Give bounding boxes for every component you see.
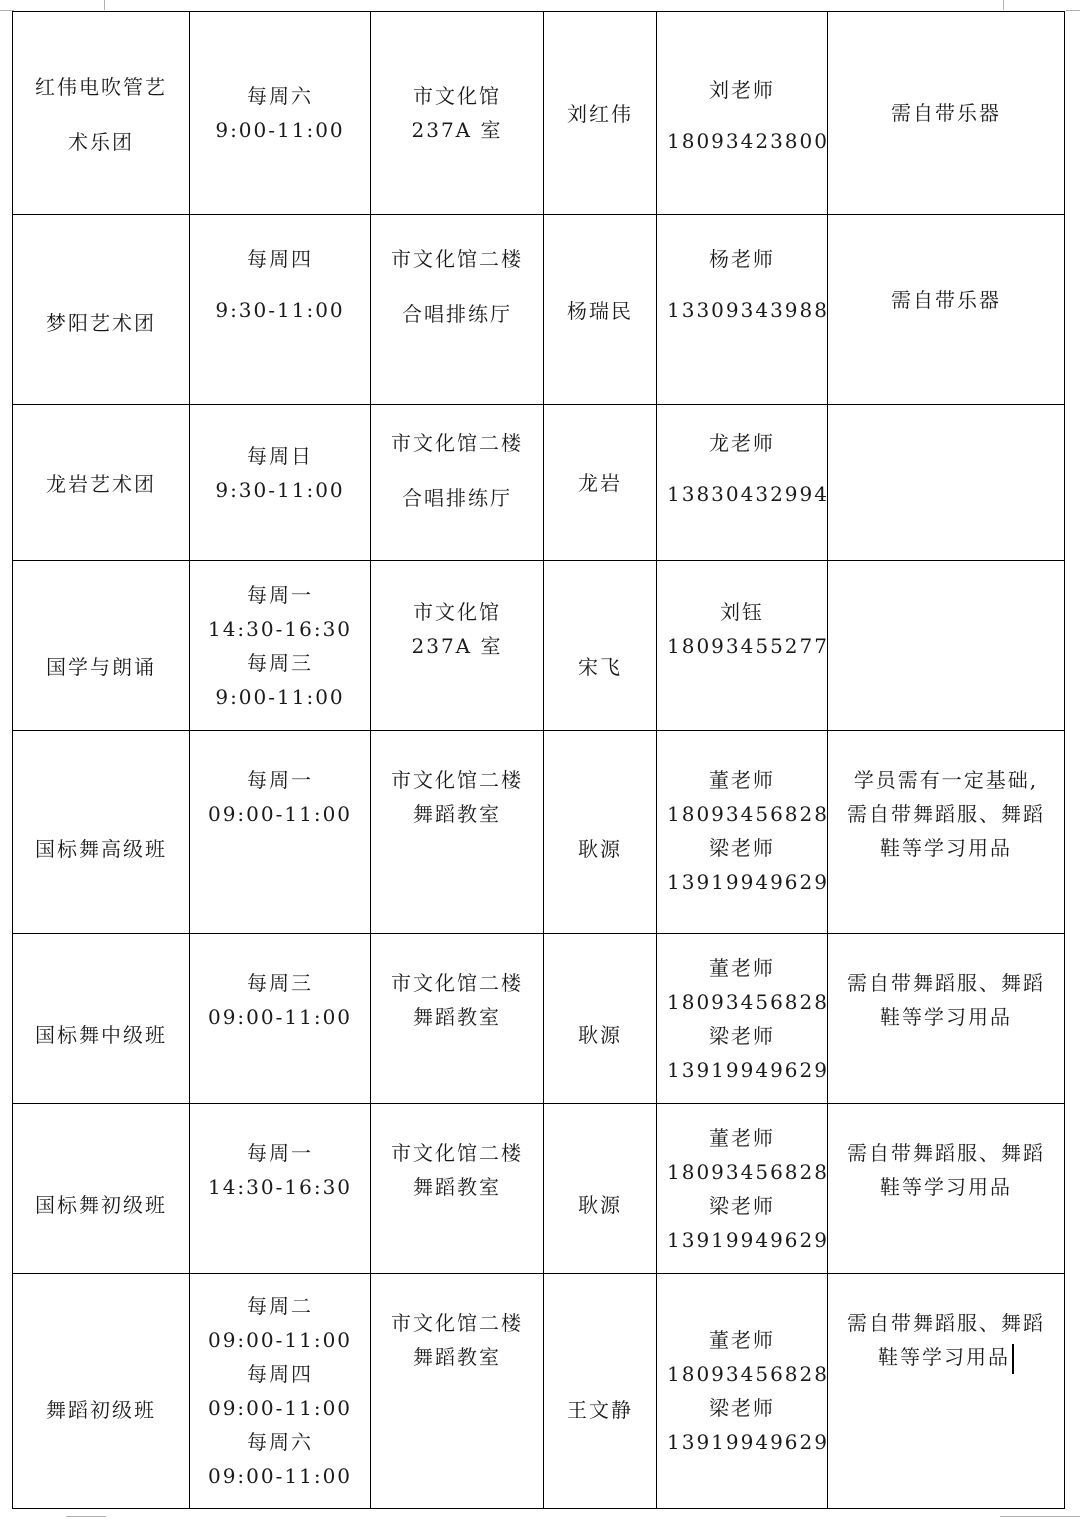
- instructor-cell: 刘红伟: [544, 12, 657, 215]
- instructor-cell: 耿源: [544, 1104, 657, 1274]
- location-cell: 市文化馆二楼 合唱排练厅: [371, 405, 544, 561]
- contact-cell: 刘老师 18093423800: [657, 12, 828, 215]
- group-name-cell: 舞蹈初级班: [13, 1274, 190, 1509]
- instructor-cell: 王文静: [544, 1274, 657, 1509]
- group-name-cell: 龙岩艺术团: [13, 405, 190, 561]
- note-cell: [828, 561, 1065, 731]
- schedule-time-cell: 每周一 14:30-16:30 每周三 9:00-11:00: [190, 561, 371, 731]
- contact-cell: 龙老师 13830432994: [657, 405, 828, 561]
- contact-cell: 董老师 18093456828 梁老师 13919949629: [657, 1104, 828, 1274]
- note-cell: 学员需有一定基础, 需自带舞蹈服、舞蹈 鞋等学习用品: [828, 731, 1065, 934]
- text-cursor: [1012, 1344, 1014, 1374]
- note-cell: 需自带乐器: [828, 12, 1065, 215]
- contact-cell: 杨老师 13309343988: [657, 215, 828, 405]
- instructor-cell: 杨瑞民: [544, 215, 657, 405]
- table-row: [13, 731, 1065, 934]
- crop-mark: [66, 1516, 106, 1517]
- group-name-cell: 梦阳艺术团: [13, 215, 190, 405]
- group-name-cell: 国标舞中级班: [13, 934, 190, 1104]
- note-cell: 需自带舞蹈服、舞蹈 鞋等学习用品: [828, 934, 1065, 1104]
- schedule-time-cell: 每周三 09:00-11:00: [190, 934, 371, 1104]
- note-cell: 需自带舞蹈服、舞蹈 鞋等学习用品: [828, 1274, 1065, 1509]
- table-row: [13, 12, 1065, 215]
- note-cell: [828, 405, 1065, 561]
- location-cell: 市文化馆 237A 室: [371, 12, 544, 215]
- group-name-cell: 国标舞高级班: [13, 731, 190, 934]
- schedule-time-cell: 每周一 09:00-11:00: [190, 731, 371, 934]
- instructor-cell: 宋飞: [544, 561, 657, 731]
- contact-cell: 董老师 18093456828 梁老师 13919949629: [657, 1274, 828, 1509]
- schedule-time-cell: 每周六 9:00-11:00: [190, 12, 371, 215]
- group-name-cell: 国学与朗诵: [13, 561, 190, 731]
- table-row: [13, 561, 1065, 731]
- table-row: [13, 215, 1065, 405]
- table-row: [13, 1104, 1065, 1274]
- location-cell: 市文化馆二楼 合唱排练厅: [371, 215, 544, 405]
- instructor-cell: 耿源: [544, 731, 657, 934]
- crop-mark: [1000, 1516, 1080, 1517]
- table-row: [13, 405, 1065, 561]
- instructor-cell: 龙岩: [544, 405, 657, 561]
- schedule-time-cell: 每周日 9:30-11:00: [190, 405, 371, 561]
- schedule-time-cell: 每周一 14:30-16:30: [190, 1104, 371, 1274]
- location-cell: 市文化馆二楼 舞蹈教室: [371, 934, 544, 1104]
- contact-cell: 董老师 18093456828 梁老师 13919949629: [657, 731, 828, 934]
- location-cell: 市文化馆二楼 舞蹈教室: [371, 731, 544, 934]
- instructor-cell: 耿源: [544, 934, 657, 1104]
- schedule-time-cell: 每周四 9:30-11:00: [190, 215, 371, 405]
- note-cell: 需自带舞蹈服、舞蹈 鞋等学习用品: [828, 1104, 1065, 1274]
- class-schedule-table: [12, 11, 1065, 1509]
- schedule-time-cell: 每周二 09:00-11:00 每周四 09:00-11:00 每周六 09:00-11:00: [190, 1274, 371, 1509]
- group-name-cell: 国标舞初级班: [13, 1104, 190, 1274]
- location-cell: 市文化馆二楼 舞蹈教室: [371, 1274, 544, 1509]
- contact-cell: 董老师 18093456828 梁老师 13919949629: [657, 934, 828, 1104]
- group-name-cell: 红伟电吹管艺 术乐团: [13, 12, 190, 215]
- contact-cell: 刘钰 18093455277: [657, 561, 828, 731]
- crop-mark: [1066, 10, 1080, 11]
- location-cell: 市文化馆 237A 室: [371, 561, 544, 731]
- note-cell: 需自带乐器: [828, 215, 1065, 405]
- crop-mark: [1003, 0, 1004, 10]
- crop-mark: [104, 0, 105, 10]
- table-row: [13, 934, 1065, 1104]
- table-row: [13, 1274, 1065, 1509]
- location-cell: 市文化馆二楼 舞蹈教室: [371, 1104, 544, 1274]
